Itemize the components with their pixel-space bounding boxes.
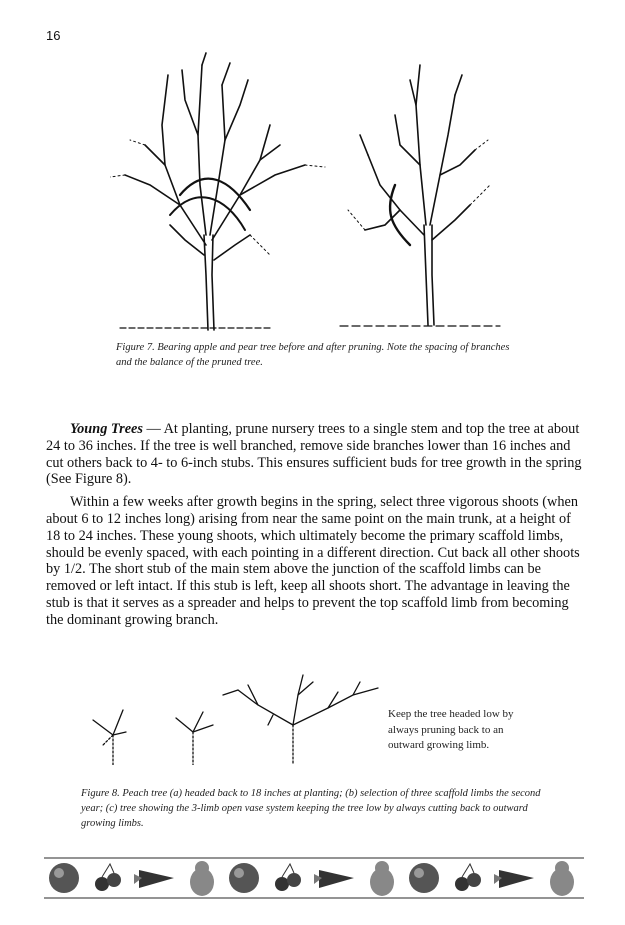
cherry-icon: [275, 864, 301, 891]
figure-7-illustration: [110, 45, 510, 335]
peach-tree-a: [93, 710, 126, 765]
cherry-icon: [95, 864, 121, 891]
apple-icon: [409, 863, 439, 893]
unpruned-tree: [125, 53, 305, 330]
page-number: 16: [46, 28, 61, 43]
strawberry-icon: [134, 870, 174, 888]
fruit-border-band: [44, 856, 584, 900]
pear-icon: [370, 861, 394, 896]
figure-8-note: Keep the tree headed low by always pruning back to an outward growing limb.: [388, 708, 514, 751]
peach-tree-b: [176, 712, 213, 765]
figure-8-caption: Figure 8. Peach tree (a) headed back to 18 inches at planting; (b) selection of three scaffold limbs the second year; (c) tree showing the 3-limb open vase system keeping the tree low by always cutting back to outward growing limbs.: [81, 788, 541, 829]
strawberry-icon: [314, 870, 354, 888]
unpruned-tree-dotted: [110, 140, 325, 255]
figure-8-illustration: [78, 670, 398, 765]
pear-icon: [190, 861, 214, 896]
apple-icon: [49, 863, 79, 893]
paragraph-young-trees: [46, 421, 586, 488]
pruned-tree: [360, 65, 475, 325]
apple-icon: [229, 863, 259, 893]
figure-7-caption: Figure 7. Bearing apple and pear tree before and after pruning. Note the spacing of branches and the balance of the pruned tree.: [116, 342, 510, 368]
pear-icon: [550, 861, 574, 896]
main-text: [46, 421, 586, 635]
paragraph-1-text: — At planting, prune nursery trees to a single stem and top the tree at about 24 to 36 inches. If the tree is well branched, remove side branches lower than 16 inches and cut others back to 4- to 6-inch stubs. This ensures sufficient buds for tree growth in the spring (See Figure 8).: [46, 421, 582, 488]
strawberry-icon: [494, 870, 534, 888]
young-trees-heading: Young Trees: [70, 421, 143, 437]
paragraph-2: Within a few weeks after growth begins in the spring, select three vigorous shoots (when about 6 to 12 inches long) arising from near the same point on the main trunk, at a height of 18 to 24 inches. These young shoots, which ultimately become the primary scaffold limbs, should be evenly spaced, with each pointing in a different direction. Cut back all other shoots by 1/2. The short stub of the main stem above the junction of the scaffold limbs can be removed or left intact. If this stub is left, keep all shoots short. The advantage in leaving the stub is that it serves as a spreader and helps to prevent the top scaffold limb from becoming the dominant growing branch.: [46, 494, 580, 628]
cherry-icon: [455, 864, 481, 891]
peach-tree-c: [223, 675, 378, 765]
